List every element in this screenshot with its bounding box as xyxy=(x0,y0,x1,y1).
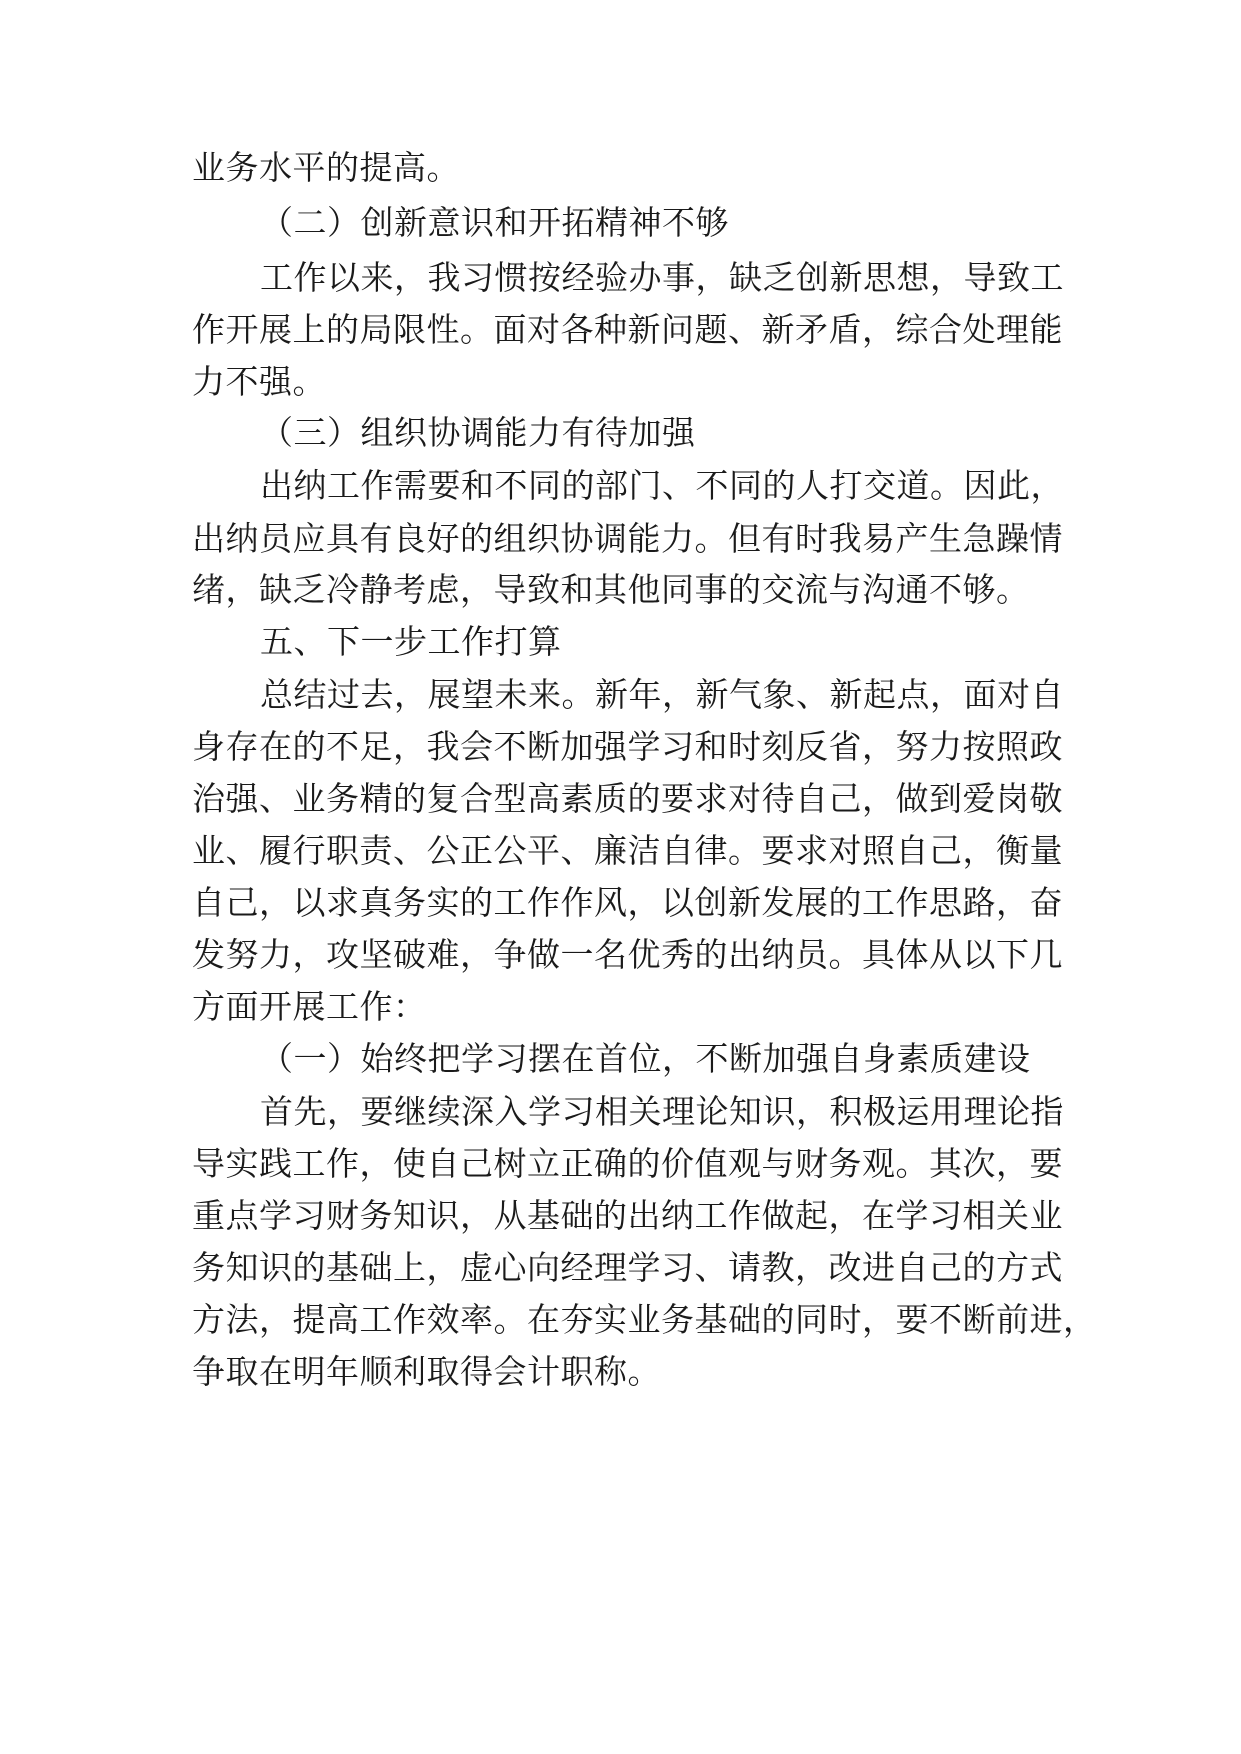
paragraph-line: 重点学习财务知识，从基础的出纳工作做起，在学习相关业 xyxy=(192,1196,1063,1235)
paragraph-line: 方法，提高工作效率。在夯实业务基础的同时，要不断前进， xyxy=(192,1300,1097,1339)
paragraph-line: 力不强。 xyxy=(192,362,326,401)
section-heading: （三）组织协调能力有待加强 xyxy=(260,413,696,452)
paragraph-line: 工作以来，我习惯按经验办事，缺乏创新思想，导致工 xyxy=(260,258,1064,297)
paragraph-line: 出纳员应具有良好的组织协调能力。但有时我易产生急躁情 xyxy=(192,519,1063,558)
paragraph-line: 发努力，攻坚破难，争做一名优秀的出纳员。具体从以下几 xyxy=(192,935,1063,974)
section-heading: 五、下一步工作打算 xyxy=(260,622,562,661)
paragraph-line: 业务水平的提高。 xyxy=(192,148,460,187)
paragraph-line: 争取在明年顺利取得会计职称。 xyxy=(192,1352,661,1391)
paragraph-line: 治强、业务精的复合型高素质的要求对待自己，做到爱岗敬 xyxy=(192,779,1063,818)
paragraph-line: 业、履行职责、公正公平、廉洁自律。要求对照自己，衡量 xyxy=(192,831,1063,870)
paragraph-line: 导实践工作，使自己树立正确的价值观与财务观。其次，要 xyxy=(192,1144,1063,1183)
paragraph-line: 方面开展工作： xyxy=(192,987,427,1026)
paragraph-line: 作开展上的局限性。面对各种新问题、新矛盾，综合处理能 xyxy=(192,310,1063,349)
section-heading: （二）创新意识和开拓精神不够 xyxy=(260,203,729,242)
paragraph-line: 总结过去，展望未来。新年，新气象、新起点，面对自 xyxy=(260,675,1064,714)
section-heading: （一）始终把学习摆在首位，不断加强自身素质建设 xyxy=(260,1039,1031,1078)
paragraph-line: 首先，要继续深入学习相关理论知识，积极运用理论指 xyxy=(260,1092,1064,1131)
paragraph-line: 务知识的基础上，虚心向经理学习、请教，改进自己的方式 xyxy=(192,1248,1063,1287)
paragraph-line: 出纳工作需要和不同的部门、不同的人打交道。因此， xyxy=(260,466,1064,505)
paragraph-line: 身存在的不足，我会不断加强学习和时刻反省，努力按照政 xyxy=(192,727,1063,766)
paragraph-line: 自己，以求真务实的工作作风，以创新发展的工作思路，奋 xyxy=(192,883,1063,922)
paragraph-line: 绪，缺乏冷静考虑，导致和其他同事的交流与沟通不够。 xyxy=(192,570,1030,609)
